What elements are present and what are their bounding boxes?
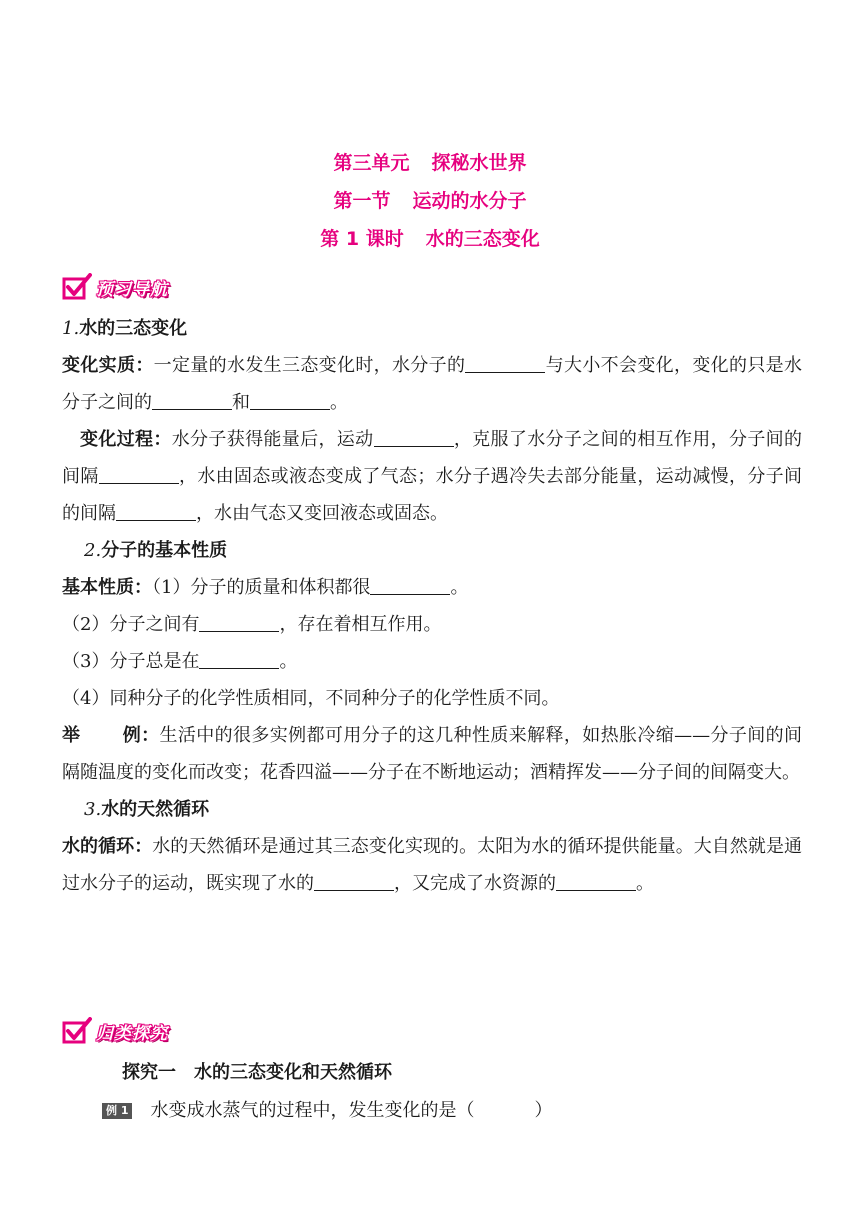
explore-header bbox=[62, 1016, 168, 1046]
unit-number: 第三单元 bbox=[333, 152, 410, 174]
blank[interactable] bbox=[556, 870, 636, 891]
preview-label: 预习导航 bbox=[96, 279, 168, 300]
s3-cycle: 水的循环：水的天然循环是通过其三态变化实现的。太阳为水的循环提供能量。大自然就是通过水分子的运动，既实现了水的 ，又完成了水资源的 。 bbox=[62, 836, 802, 894]
blank[interactable] bbox=[116, 500, 196, 521]
blank[interactable] bbox=[99, 463, 179, 484]
title-block bbox=[0, 150, 860, 264]
s1-heading: 1.水的三态变化 bbox=[62, 318, 188, 339]
blank[interactable] bbox=[250, 389, 330, 410]
explore-label: 归类探究 bbox=[96, 1023, 168, 1044]
blank[interactable] bbox=[199, 611, 279, 632]
unit-title bbox=[0, 150, 860, 188]
s2-item2: （2）分子之间有 ，存在着相互作用。 bbox=[62, 606, 802, 643]
blank[interactable] bbox=[374, 426, 454, 447]
s2-item4: （4）同种分子的化学性质相同，不同种分子的化学性质不同。 bbox=[62, 688, 560, 709]
s3-heading: 3.水的天然循环 bbox=[84, 799, 210, 820]
checkbox-icon bbox=[62, 1017, 92, 1045]
s1-process: 变化过程：水分子获得能量后，运动 ，克服了水分子之间的相互作用，分子间的间隔 ，水由固态或液态变成了气态；水分子遇冷失去部分能量，运动减慢，分子间的间隔 ，水由气态又变回液态或固态。 bbox=[62, 421, 802, 532]
s2-item1: 基本性质：（1）分子的质量和体积都很 。 bbox=[62, 569, 802, 606]
lesson-title bbox=[0, 226, 860, 264]
section-number: 第一节 bbox=[333, 190, 391, 212]
lesson-number: 第 1 课时 bbox=[320, 228, 404, 250]
example-badge: 例 1 bbox=[102, 1103, 132, 1119]
blank[interactable] bbox=[314, 870, 394, 891]
s2-item3: （3）分子总是在 。 bbox=[62, 643, 802, 680]
example-question: 水变成水蒸气的过程中，发生变化的是（ bbox=[150, 1100, 475, 1121]
s2-example: 举 例：生活中的很多实例都可用分子的这几种性质来解释，如热胀冷缩——分子间的间隔随温度的变化而改变；花香四溢——分子在不断地运动；酒精挥发——分子间的间隔变大。 bbox=[62, 725, 803, 783]
section-title bbox=[0, 188, 860, 226]
preview-content bbox=[62, 310, 802, 902]
blank[interactable] bbox=[465, 352, 545, 373]
unit-name: 探秘水世界 bbox=[431, 152, 527, 174]
section-name: 运动的水分子 bbox=[412, 190, 527, 212]
s1-essence: 变化实质：一定量的水发生三态变化时，水分子的 与大小不会变化，变化的只是水分子之间的 和 。 bbox=[62, 347, 802, 421]
lesson-name: 水的三态变化 bbox=[425, 228, 540, 250]
explore-title bbox=[122, 1058, 392, 1088]
explore-number: 探究一 bbox=[122, 1062, 176, 1083]
preview-header bbox=[62, 272, 168, 302]
blank[interactable] bbox=[152, 389, 232, 410]
blank[interactable] bbox=[370, 574, 450, 595]
example-1: 例 1 水变成水蒸气的过程中，发生变化的是（ ） bbox=[102, 1096, 552, 1126]
blank[interactable] bbox=[199, 648, 279, 669]
s2-heading: 2.分子的基本性质 bbox=[84, 540, 228, 561]
checkbox-icon bbox=[62, 273, 92, 301]
explore-name: 水的三态变化和天然循环 bbox=[194, 1062, 392, 1083]
